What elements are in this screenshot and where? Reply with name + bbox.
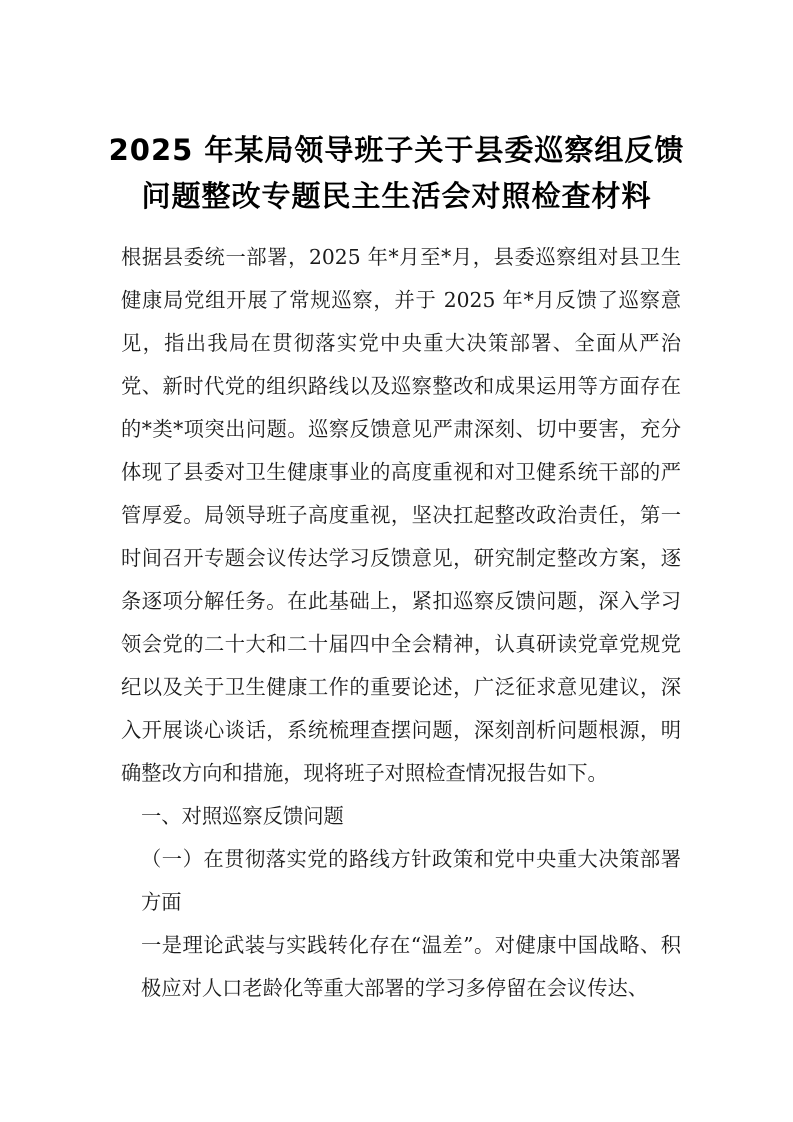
subsection-heading: （一）在贯彻落实党的路线方针政策和党中央重大决策部署方面 bbox=[141, 847, 681, 914]
document-title-line-1: 2025 年某局领导班子关于县委巡察组反馈 bbox=[108, 133, 685, 167]
intro-paragraph: 根据县委统一部署，2025 年*月至*月，县委巡察组对县卫生健康局党组开展了常规巡察，并于 2025 年*月反馈了巡察意见，指出我局在贯彻落实党中央重大决策部署、全面从严治党、新时代党的组织路线以及巡察整改和成果运用等方面存在的*类*项突出问题。巡察反馈意见严肃深刻、切中要害，充分体现了县委对卫生健康事业的高度重视和对卫健系统干部的严管厚爱。局领导班子高度重视，坚决扛起整改政治责任，第一时间召开专题会议传达学习反馈意见，研究制定整改方案，逐条逐项分解任务。在此基础上，紧扣巡察反馈问题，深入学习领会党的二十大和二十届四中全会精神，认真研读党章党规党纪以及关于卫生健康工作的重要论述，广泛征求意见建议，深入开展谈心谈话，系统梳理查摆问题，深刻剖析问题根源，明确整改方向和措施，现将班子对照检查情况报告如下。 bbox=[121, 245, 681, 785]
point-paragraph: 一是理论武装与实践转化存在“温差”。对健康中国战略、积极应对人口老龄化等重大部署的学习多停留在会议传达、 bbox=[141, 933, 681, 1000]
document-body bbox=[121, 236, 681, 1010]
section-heading: 一、对照巡察反馈问题 bbox=[141, 804, 344, 828]
document-title-line-2: 问题整改专题民主生活会对照检查材料 bbox=[141, 179, 652, 213]
